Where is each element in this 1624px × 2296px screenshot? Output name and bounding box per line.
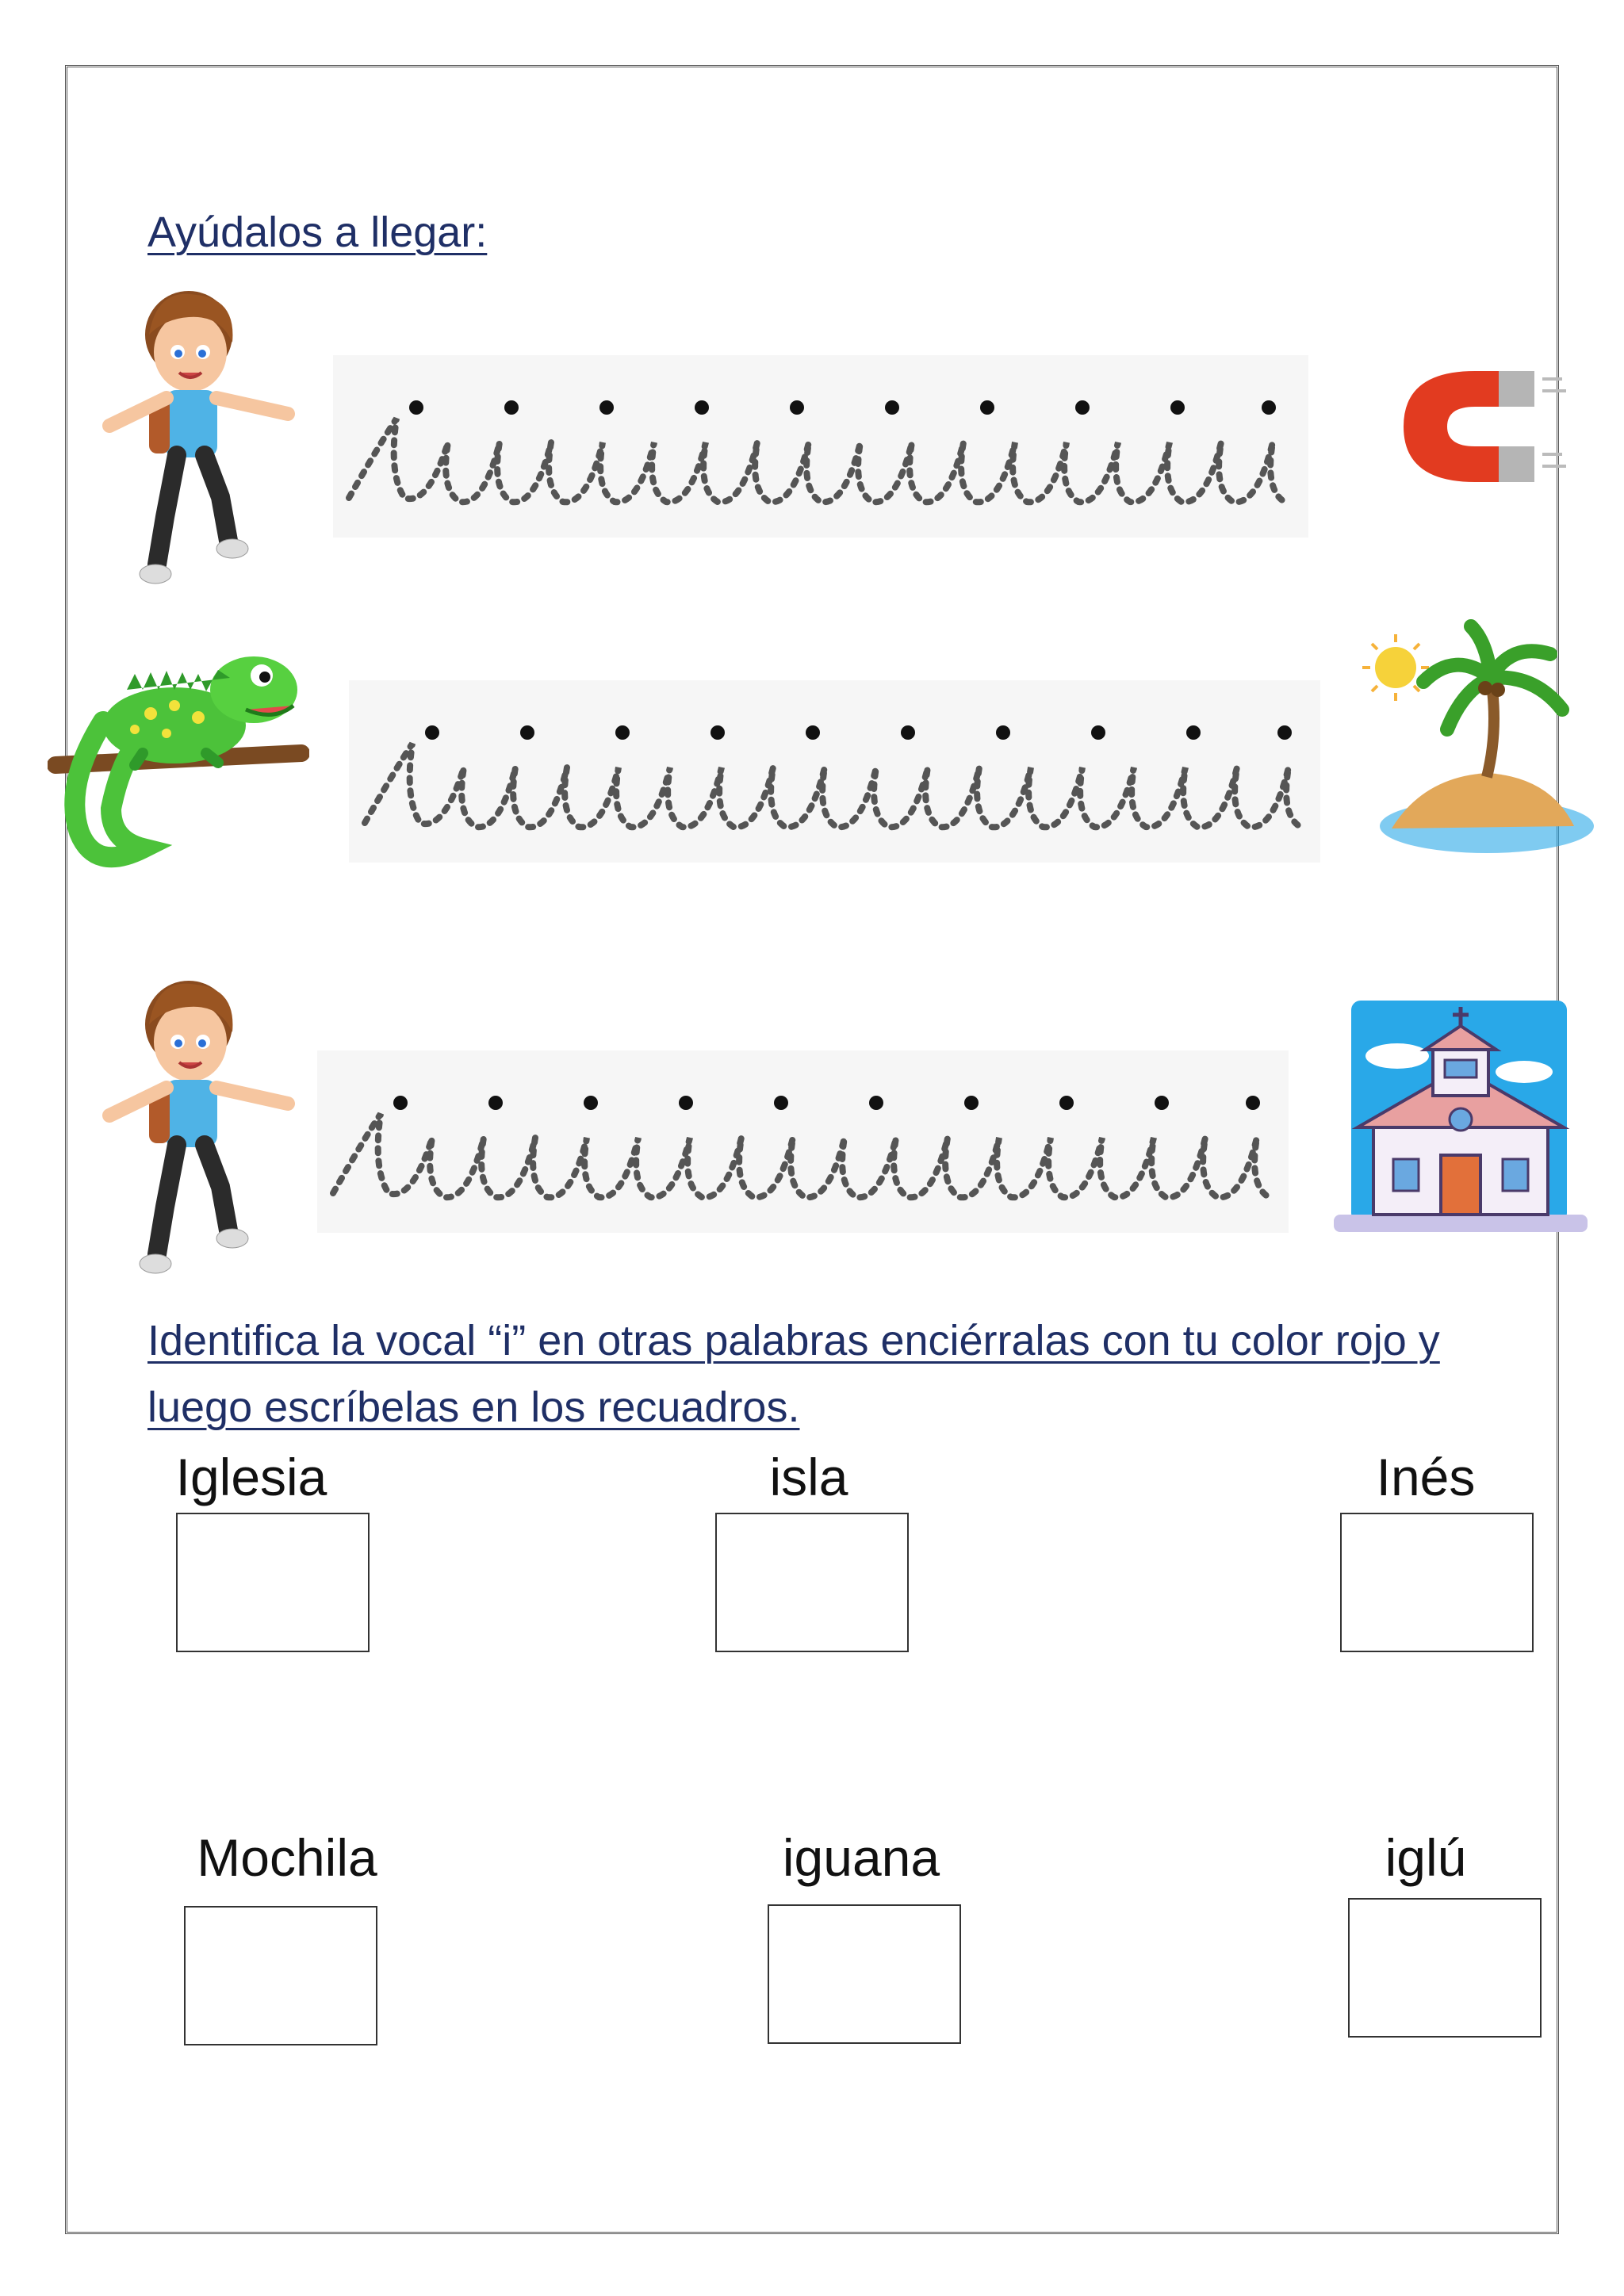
boy-icon [102, 279, 300, 596]
trace-row-3 [317, 1050, 1289, 1233]
word-iglu: iglú [1385, 1828, 1467, 1887]
trace-row-2 [349, 680, 1320, 863]
answer-box-iglu[interactable] [1348, 1898, 1542, 2038]
answer-box-ines[interactable] [1340, 1513, 1534, 1652]
word-iguana: iguana [782, 1828, 940, 1887]
answer-box-iglesia[interactable] [176, 1513, 370, 1652]
iguana-icon [48, 626, 309, 872]
island-icon [1352, 618, 1598, 864]
answer-box-isla[interactable] [715, 1513, 909, 1652]
trace-row-1 [333, 355, 1308, 538]
word-isla: isla [769, 1448, 848, 1506]
church-icon [1326, 1001, 1595, 1242]
instruction-heading-trace: Ayúdalos a llegar: [147, 209, 488, 256]
boy-icon [102, 969, 300, 1286]
answer-box-iguana[interactable] [768, 1904, 961, 2044]
word-ines: Inés [1376, 1448, 1476, 1506]
answer-box-mochila[interactable] [184, 1906, 377, 2045]
word-iglesia: Iglesia [175, 1448, 327, 1506]
word-mochila: Mochila [197, 1828, 377, 1887]
magnet-icon [1380, 347, 1578, 506]
instruction-heading-identify: Identifica la vocal “i” en otras palabras enciérralas con tu color rojo y luego escríbelas en los recuadros. [147, 1317, 1440, 1431]
